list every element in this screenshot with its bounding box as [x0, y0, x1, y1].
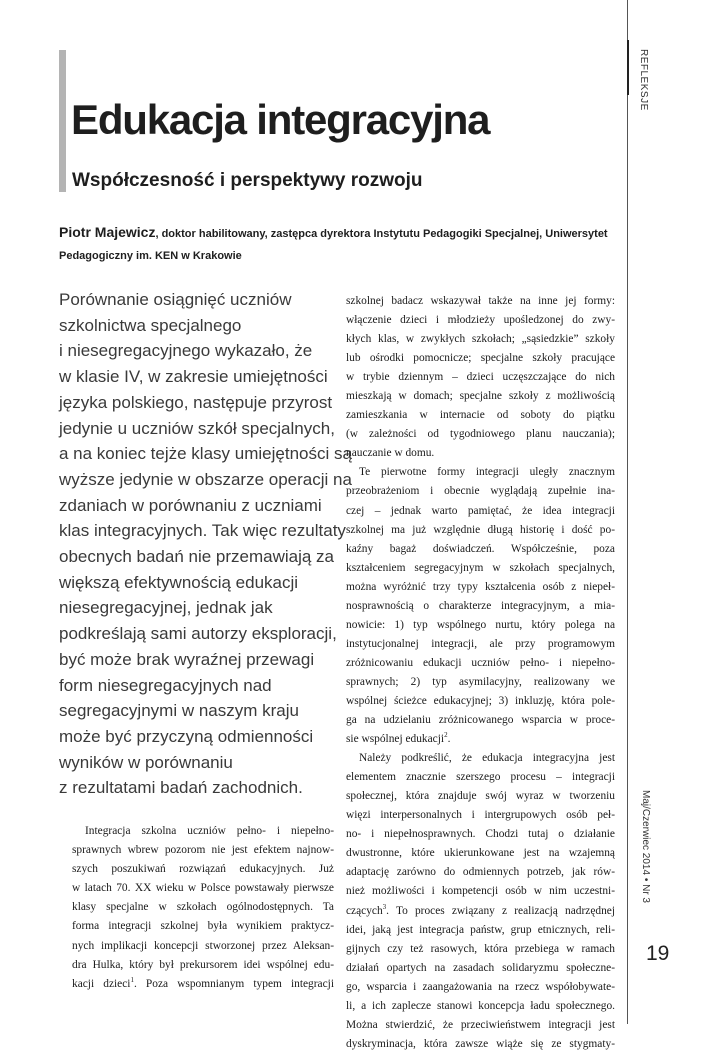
body-line: gijnych czy też rasowych, która przebiega w ramach	[346, 942, 615, 955]
pull-quote-line: większą efektywnością edukacji	[59, 572, 299, 592]
body-line: nauczanie w domu.	[346, 447, 435, 460]
body-text: . Poza wspomnianym typem integracji	[133, 977, 334, 990]
body-line: sprawnych; 2) typ asymilacyjny, realizowany we	[346, 675, 615, 688]
pull-quote-line: wyników w porównaniu	[59, 752, 233, 772]
body-line: szkolnej badacz wskazywał także na inne jej formy:	[346, 295, 615, 307]
section-tab-marker	[627, 40, 629, 95]
body-line: włączenie dzieci i młodzieży upośledzonej do zwy-	[346, 314, 615, 327]
section-label: REFLEKSJE	[638, 49, 649, 111]
body-line: nych implikacji koncepcji stworzonej przez Aleksan-	[72, 939, 334, 952]
pull-quote-line: obecnych badań nie przemawiają za	[59, 547, 335, 567]
pull-quote-line: form niesegregacyjnych nad	[59, 675, 272, 695]
body-line	[346, 902, 615, 921]
body-line: czej – jednak warto pamiętać, że idea integracji	[346, 504, 615, 517]
body-line: szych poszukiwań rozwiązań edukacyjnych. Już	[72, 863, 334, 876]
body-line: no- i niepełnosprawnych. Chodzi tutaj o działanie	[346, 828, 615, 841]
body-line: ga na udzielaniu zróżnicowanego wsparcia w proce-	[346, 714, 615, 727]
body-column-right	[346, 292, 615, 1054]
pull-quote-line: podkreślają sami autorzy eksploracji,	[59, 624, 337, 644]
pull-quote-line: segregacyjnymi w naszym kraju	[59, 701, 299, 721]
author-affiliation-cont: Pedagogiczny im. KEN w Krakowie	[59, 250, 242, 262]
pull-quote-line: a na koniec tejże klasy umiejętności są	[59, 444, 352, 464]
pull-quote-line: wyższe jedynie w obszarze operacji na	[59, 469, 352, 489]
body-line: dwustronne, które ukierunkowane jest na wzajemną	[346, 847, 615, 860]
pull-quote-line: szkolnictwa specjalnego	[59, 315, 242, 335]
body-line: nowicie: 1) typ wspólnego nurtu, który polega na	[346, 618, 615, 631]
body-line: działań opartych na zasadach solidaryzmu społeczne-	[346, 961, 615, 974]
footnote-ref[interactable]: 3	[382, 902, 387, 911]
body-line: dra Hulka, który był prekursorem idei wspólnej edu-	[72, 958, 334, 971]
body-text: . To proces związany z realizacją nadrzędnej	[386, 904, 615, 917]
issue-label: Maj/Czerwiec 2014 • Nr 3	[640, 790, 651, 903]
body-line: społecznej, która znajduje swój wyraz w tworzeniu	[346, 790, 615, 803]
body-line: kłych klas, w zwykłych szkołach; „sąsiedzkie” szkoły	[346, 333, 615, 346]
pull-quote	[59, 287, 352, 801]
author-name: Piotr Majewicz	[59, 224, 156, 240]
body-line: lub ośrodki pomocnicze; specjalne szkoły pracujące	[346, 352, 615, 365]
author-byline	[59, 221, 627, 267]
author-affiliation: , doktor habilitowany, zastępca dyrektora Instytutu Pedagogiki Specjalnej, Uniwersytet	[155, 228, 608, 240]
body-line: przeobrażeniom i obecnie wyglądają zupełnie ina-	[346, 485, 615, 498]
body-line: wspólnej ścieżce edukacyjnej; 3) inkluzję, która pole-	[346, 694, 615, 707]
body-text: sie wspólnej edukacji	[346, 733, 445, 746]
body-line: kształceniem segregacyjnym w szkołach specjalnych,	[346, 561, 615, 574]
footnote-ref[interactable]: 1	[130, 975, 134, 984]
body-line: nosprawnością o charakterze integracyjnym, a mia-	[346, 599, 615, 612]
pull-quote-line: z rezultatami badań zachodnich.	[59, 778, 303, 798]
pull-quote-line: niesegregacyjnej, jednak jak	[59, 598, 273, 618]
pull-quote-line: Porównanie osiągnięć uczniów	[59, 290, 292, 309]
body-line: Te pierwotne formy integracji uległy znacznym	[359, 466, 615, 479]
article-title: Edukacja integracyjna	[71, 96, 490, 143]
body-line: Można stwierdzić, że przeciwieństwem integracji jest	[346, 1018, 615, 1031]
body-line: elementem znacznie szerszego procesu – integracji	[346, 771, 615, 784]
pull-quote-line: jedynie u uczniów szkół specjalnych,	[59, 418, 335, 438]
body-line	[346, 730, 615, 749]
body-line: klasy specjalne w szkołach ogólnodostępnych. Ta	[72, 901, 334, 914]
body-line: instytucjonalnej integracji, ale przy programowym	[346, 637, 615, 650]
pull-quote-line: może być przyczyną odmienności	[59, 726, 314, 746]
body-line: w latach 70. XX wieku w Polsce powstawały pierwsze	[72, 882, 334, 895]
body-line: więzi interpersonalnych i intergrupowych osób peł-	[346, 809, 615, 822]
article-subtitle: Współczesność i perspektywy rozwoju	[72, 170, 423, 191]
body-line: li, a ich zapleczе stanowi koncepcja ładu społecznego.	[346, 999, 615, 1012]
body-line: go, wsparcia i zaangażowania na rzecz współobywate-	[346, 980, 615, 993]
pull-quote-line: zdaniach w porównaniu z uczniami	[59, 495, 322, 515]
body-line: zamieszkania w internacie od soboty do piątku	[346, 409, 615, 422]
margin-rule	[627, 0, 628, 1024]
body-line: idei, jaką jest integracja państw, grup etnicznych, reli-	[346, 923, 615, 936]
body-line: Integracja szkolna uczniów pełno- i niepełno-	[85, 825, 334, 837]
footnote-ref[interactable]: 2	[444, 731, 448, 740]
body-line: kaźny bagaż doświadczeń. Współcześnie, poza	[346, 542, 615, 555]
body-text: czących	[346, 904, 383, 917]
pull-quote-line: w klasie IV, w zakresie umiejętności	[59, 367, 328, 387]
body-line: w trybie dziennym – dzieci uczęszczające do nich	[346, 371, 615, 384]
body-text: kacji dzieci	[72, 977, 131, 990]
body-line	[72, 975, 334, 994]
body-line: można wyróżnić trzy typy kształcenia osób z niepeł-	[346, 580, 615, 593]
pull-quote-line: klas integracyjnych. Tak więc rezultaty	[59, 521, 346, 541]
body-line: szkolnej ma już względnie długą historię i dość po-	[346, 523, 615, 536]
pull-quote-line: być może brak wyraźnej przewagi	[59, 649, 315, 669]
body-line: Należy podkreślić, że edukacja integracyjna jest	[359, 752, 615, 765]
body-line: (w zależności od tygodniowego planu nauczania);	[346, 428, 615, 441]
body-line: mieszkają w domach; specjalne szkoły z możliwością	[346, 390, 615, 403]
title-accent-bar	[59, 50, 66, 192]
body-line: adaptację zarówno do odmiennych potrzeb, jak rów-	[346, 866, 615, 879]
pull-quote-line: języka polskiego, następuje przyrost	[59, 392, 333, 412]
body-text: .	[447, 733, 451, 746]
body-line: nież możliwości i kompetencji osób w nim uczestni-	[346, 885, 615, 898]
body-column-left	[72, 822, 334, 994]
page-number: 19	[646, 942, 670, 965]
body-line: dyskryminacja, która zawsze wiąże się ze stygmaty-	[346, 1037, 615, 1050]
body-line: sprawnych wbrew pozorom nie jest efektem najnow-	[72, 844, 334, 857]
body-line: zróżnicowaniu edukacji uczniów pełno- i niepełno-	[346, 656, 615, 669]
body-line: forma integracji szkolnej była wynikiem praktycz-	[72, 920, 334, 933]
pull-quote-line: i niesegregacyjnego wykazało, że	[59, 341, 313, 361]
